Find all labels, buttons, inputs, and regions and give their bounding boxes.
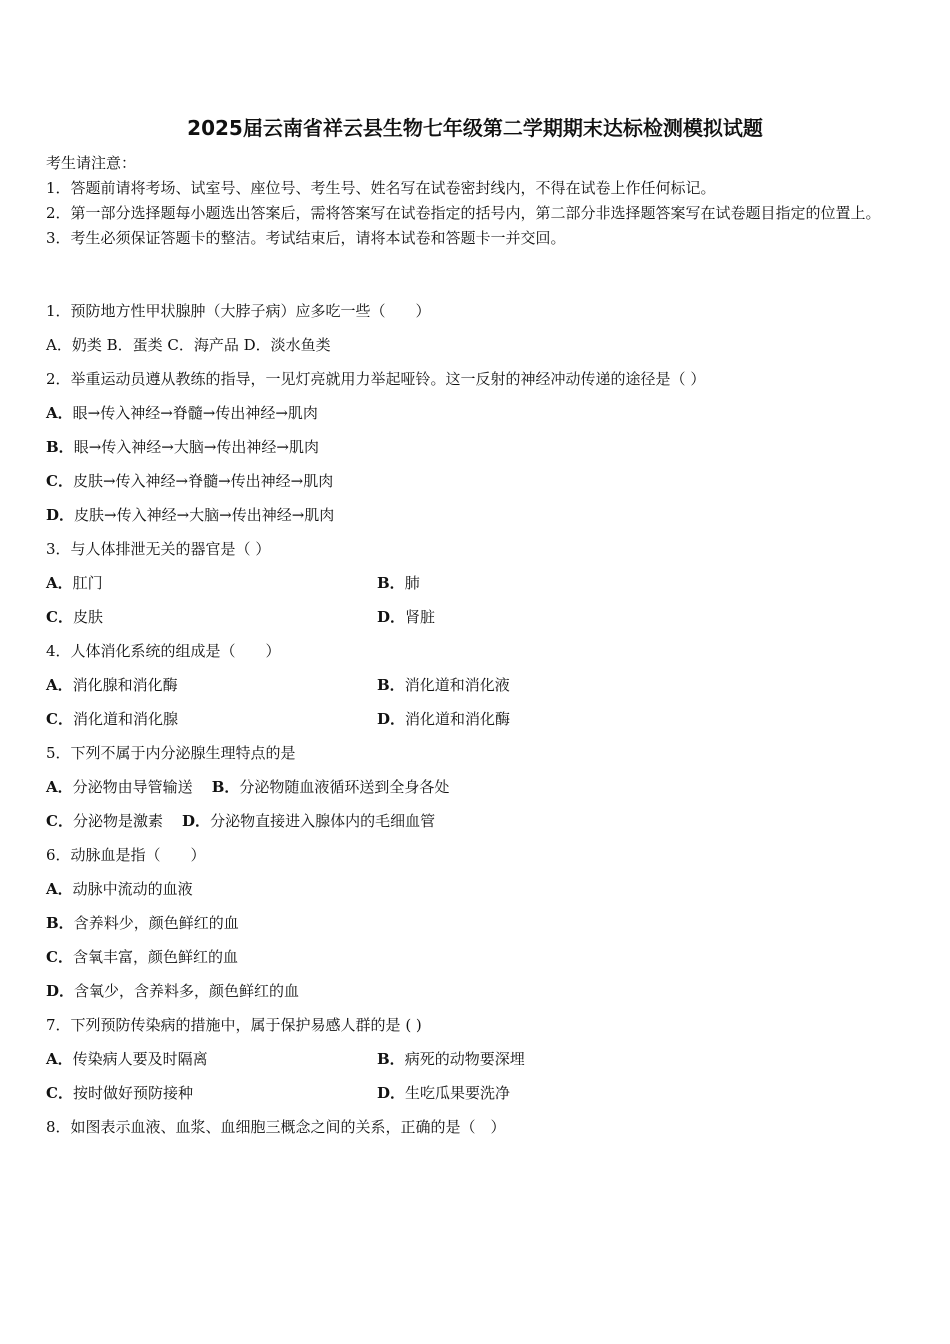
- question-stem: 8．如图表示血液、血浆、血细胞三概念之间的关系，正确的是（ ）: [46, 1118, 506, 1136]
- notice-item: 1．答题前请将考场、试室号、座位号、考生号、姓名写在试卷密封线内，不得在试卷上作任何标记。: [46, 179, 716, 197]
- option: A．眼→传入神经→脊髓→传出神经→肌肉: [46, 404, 318, 422]
- question-stem: 1．预防地方性甲状腺肿（大脖子病）应多吃一些（ ）: [46, 302, 431, 320]
- option-row: [46, 1080, 906, 1114]
- option: C．按时做好预防接种: [46, 1084, 193, 1102]
- option: C．皮肤→传入神经→脊髓→传出神经→肌肉: [46, 472, 334, 490]
- option: D．皮肤→传入神经→大脑→传出神经→肌肉: [46, 506, 335, 524]
- question-stem: 7．下列预防传染病的措施中，属于保护易感人群的是 ( ): [46, 1016, 422, 1034]
- option-row: [46, 570, 906, 604]
- question-stem: 5．下列不属于内分泌腺生理特点的是: [46, 744, 296, 762]
- option-row: A．分泌物由导管输送 B．分泌物随血液循环送到全身各处: [46, 778, 450, 796]
- notice-heading: 考生请注意：: [46, 154, 137, 172]
- page-title: 2025届云南省祥云县生物七年级第二学期期末达标检测模拟试题: [187, 116, 763, 140]
- question-stem: 3．与人体排泄无关的器官是（ ）: [46, 540, 271, 558]
- question-stem: 2．举重运动员遵从教练的指导，一见灯亮就用力举起哑铃。这一反射的神经冲动传递的途径是（ ）: [46, 370, 706, 388]
- option: D．消化道和消化酶: [377, 710, 511, 728]
- option: B．肺: [377, 574, 420, 592]
- option: A．传染病人要及时隔离: [46, 1050, 208, 1068]
- option-row: [46, 706, 906, 740]
- option: D．含氧少，含养料多，颜色鲜红的血: [46, 982, 300, 1000]
- notice-section: [46, 151, 906, 251]
- notice-item: 2．第一部分选择题每小题选出答案后，需将答案写在试卷指定的括号内，第二部分非选择题答案写在试卷题目指定的位置上。: [46, 204, 881, 222]
- option-row: [46, 1046, 906, 1080]
- option: A．肛门: [46, 574, 103, 592]
- option: D．肾脏: [377, 608, 436, 626]
- option: D．生吃瓜果要洗净: [377, 1084, 511, 1102]
- question-list: [46, 298, 906, 1148]
- question-stem: 6．动脉血是指（ ）: [46, 846, 206, 864]
- question-options-inline: A．奶类 B．蛋类 C．海产品 D．淡水鱼类: [46, 336, 331, 354]
- option: B．病死的动物要深埋: [377, 1050, 525, 1068]
- option-row: [46, 604, 906, 638]
- option-row: [46, 672, 906, 706]
- option: C．含氧丰富，颜色鲜红的血: [46, 948, 238, 966]
- option: C．皮肤: [46, 608, 103, 626]
- option: C．消化道和消化腺: [46, 710, 178, 728]
- notice-item: 3．考生必须保证答题卡的整洁。考试结束后，请将本试卷和答题卡一并交回。: [46, 229, 566, 247]
- option: B．消化道和消化液: [377, 676, 510, 694]
- option-row: C．分泌物是激素 D．分泌物直接进入腺体内的毛细血管: [46, 812, 436, 830]
- question-stem: 4．人体消化系统的组成是（ ）: [46, 642, 281, 660]
- option: A．消化腺和消化酶: [46, 676, 178, 694]
- option: B．含养料少，颜色鲜红的血: [46, 914, 239, 932]
- option: B．眼→传入神经→大脑→传出神经→肌肉: [46, 438, 319, 456]
- option: A．动脉中流动的血液: [46, 880, 193, 898]
